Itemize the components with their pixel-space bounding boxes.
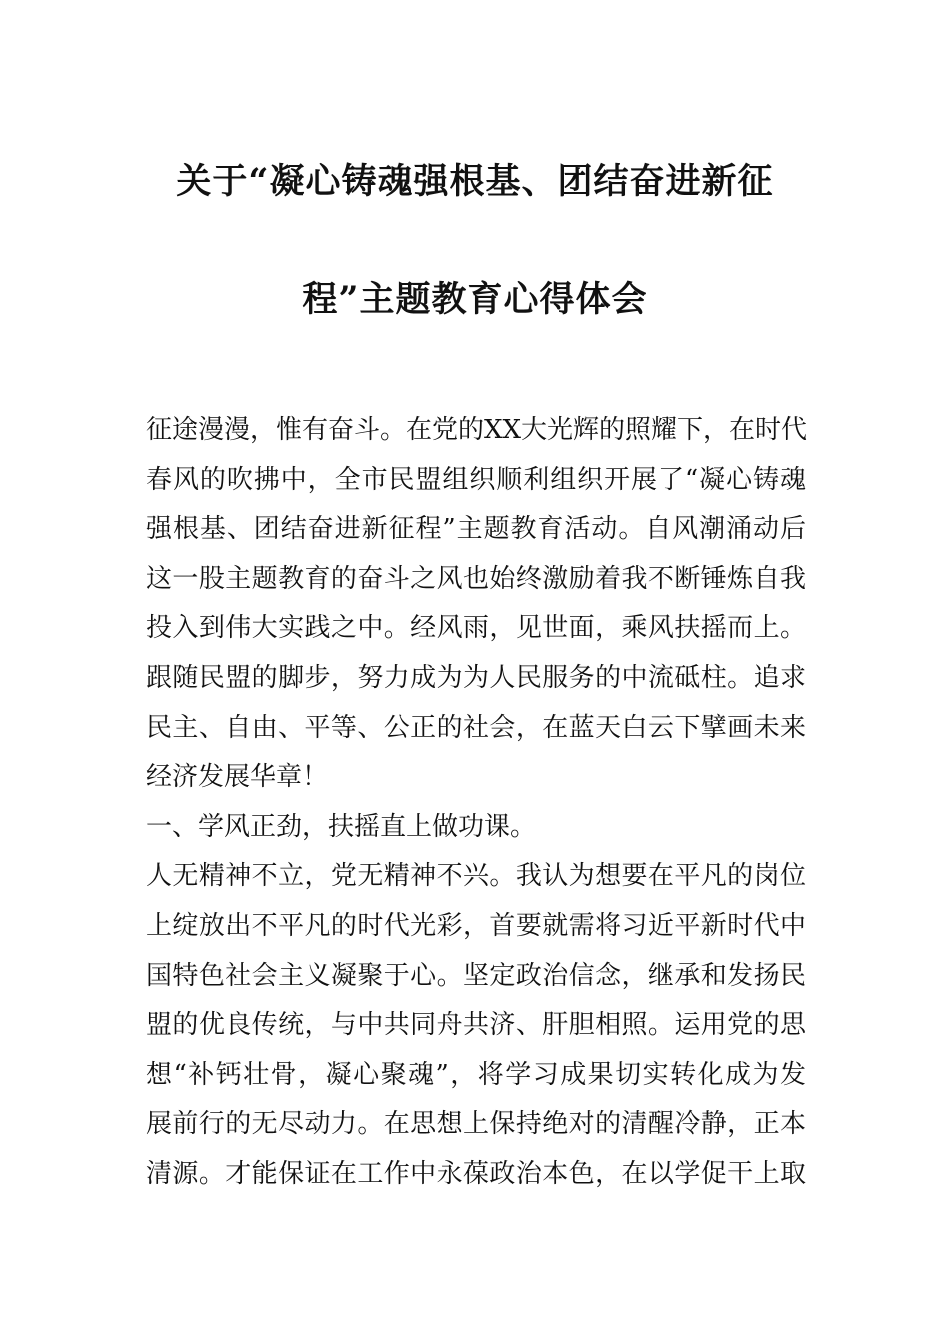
body-line: 上绽放出不平凡的时代光彩，首要就需将习近平新时代中 <box>146 910 806 941</box>
body-line: 春风的吹拂中，全市民盟组织顺利组织开展了“凝心铸魂 <box>146 464 806 495</box>
document-title-line-2: 程”主题教育心得体会 <box>302 279 648 320</box>
body-line: 跟随民盟的脚步，努力成为为人民服务的中流砥柱。追求 <box>146 662 806 693</box>
body-line: 这一股主题教育的奋斗之风也始终激励着我不断锤炼自我 <box>146 563 806 594</box>
section-heading: 一、学风正劲，扶摇直上做功课。 <box>146 811 537 842</box>
body-line: 盟的优良传统，与中共同舟共济、肝胆相照。运用党的思 <box>146 1010 806 1041</box>
body-line: 清源。才能保证在工作中永葆政治本色，在以学促干上取 <box>146 1158 806 1189</box>
body-line: 展前行的无尽动力。在思想上保持绝对的清醒冷静，正本 <box>146 1109 806 1140</box>
body-line: 想“补钙壮骨，凝心聚魂”，将学习成果切实转化成为发 <box>146 1059 806 1090</box>
body-line: 民主、自由、平等、公正的社会，在蓝天白云下擘画未来 <box>146 712 806 743</box>
body-line: 强根基、团结奋进新征程”主题教育活动。自风潮涌动后 <box>146 514 806 545</box>
body-line-paragraph-end: 经济发展华章！ <box>146 762 329 793</box>
body-line: 国特色社会主义凝聚于心。坚定政治信念，继承和发扬民 <box>146 960 806 991</box>
body-line: 投入到伟大实践之中。经风雨，见世面，乘风扶摇而上。 <box>146 613 806 644</box>
body-line: 征途漫漫，惟有奋斗。在党的XX大光辉的照耀下，在时代 <box>146 415 808 445</box>
body-line: 人无精神不立，党无精神不兴。我认为想要在平凡的岗位 <box>146 861 806 892</box>
document-title-line-1: 关于“凝心铸魂强根基、团结奋进新征 <box>176 161 774 202</box>
document-body <box>146 406 806 1200</box>
